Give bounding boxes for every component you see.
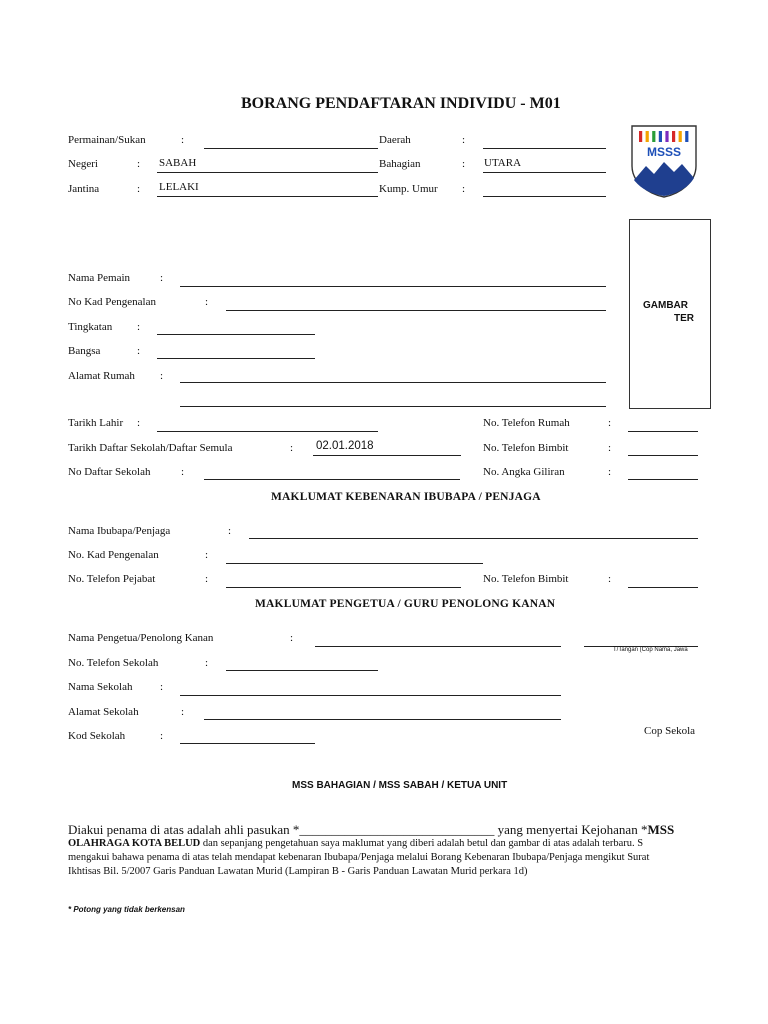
no-daftar-field[interactable] [204, 479, 460, 480]
kump-umur-colon: : [462, 183, 466, 195]
tel-pejabat-colon: : [205, 573, 209, 585]
logo-stripe [646, 131, 649, 142]
photo-label-1: GAMBAR [643, 300, 688, 311]
tarikh-lahir-field[interactable] [157, 431, 378, 432]
no-daftar-colon: : [181, 466, 185, 478]
photo-label-2: TER [674, 313, 694, 324]
negeri-label: Negeri [68, 158, 98, 170]
logo-stripe [672, 131, 675, 142]
jantina-label: Jantina [68, 183, 100, 195]
ibubapa-heading: MAKLUMAT KEBENARAN IBUBAPA / PENJAGA [271, 491, 541, 503]
alamat-rumah-field-1[interactable] [180, 382, 606, 383]
bahagian-field[interactable] [483, 172, 606, 173]
tarikh-daftar-field[interactable] [313, 455, 461, 456]
tel-pejabat-label: No. Telefon Pejabat [68, 573, 156, 585]
declaration-line-2 [68, 838, 643, 849]
kod-sekolah-colon: : [160, 730, 164, 742]
no-daftar-label: No Daftar Sekolah [68, 466, 151, 478]
kad-ibubapa-field[interactable] [226, 563, 483, 564]
msss-logo [630, 122, 698, 198]
tel-rumah-field[interactable] [628, 431, 698, 432]
logo-text: MSSS [646, 145, 682, 159]
tingkatan-field[interactable] [157, 334, 315, 335]
cop-sekolah-label: Cop Sekola [644, 725, 696, 737]
logo-stripe [665, 131, 668, 142]
nama-pengetua-field[interactable] [315, 646, 561, 647]
tarikh-daftar-value: 02.01.2018 [316, 440, 374, 452]
pengetua-heading: MAKLUMAT PENGETUA / GURU PENOLONG KANAN [255, 598, 556, 610]
permainan-colon: : [181, 134, 185, 146]
bahagian-colon: : [462, 158, 466, 170]
tandatangan-label: T/Tangan (Cop Nama, Jawa [613, 647, 688, 653]
logo-stripe [659, 131, 662, 142]
permainan-field[interactable] [204, 148, 378, 149]
bahagian-label: Bahagian [379, 158, 421, 170]
nama-ibubapa-label: Nama Ibubapa/Penjaga [68, 525, 171, 537]
nama-pemain-field[interactable] [180, 286, 606, 287]
kad-pengenalan-field[interactable] [226, 310, 606, 311]
alamat-rumah-label: Alamat Rumah [68, 370, 135, 382]
tarikh-lahir-colon: : [137, 417, 141, 429]
nama-pemain-colon: : [160, 272, 164, 284]
kad-pengenalan-label: No Kad Pengenalan [68, 296, 156, 308]
tel-pejabat-field[interactable] [226, 587, 461, 588]
angka-giliran-colon: : [608, 466, 612, 478]
kump-umur-label: Kump. Umur [379, 183, 438, 195]
kad-ibubapa-colon: : [205, 549, 209, 561]
declaration-line-4: Ikhtisas Bil. 5/2007 Garis Panduan Lawatan Murid (Lampiran B - Garis Panduan Lawatan Murid perkara 1d) [68, 866, 528, 877]
footnote: * Potong yang tidak berkensan [68, 905, 185, 914]
nama-sekolah-field[interactable] [180, 695, 561, 696]
tel-sekolah-label: No. Telefon Sekolah [68, 657, 159, 669]
tingkatan-colon: : [137, 321, 141, 333]
alamat-sekolah-colon: : [181, 706, 185, 718]
angka-giliran-field[interactable] [628, 479, 698, 480]
alamat-sekolah-field[interactable] [204, 719, 561, 720]
jantina-colon: : [137, 183, 141, 195]
declaration-line-1 [68, 822, 674, 838]
photo-box[interactable] [629, 219, 711, 409]
alamat-rumah-field-2[interactable] [180, 406, 606, 407]
nama-pemain-label: Nama Pemain [68, 272, 131, 284]
logo-stripe [685, 131, 688, 142]
tel-rumah-colon: : [608, 417, 612, 429]
logo-stripe [679, 131, 682, 142]
bangsa-colon: : [137, 345, 141, 357]
permainan-label: Permainan/Sukan [68, 134, 146, 146]
tel-bimbit-field[interactable] [628, 455, 698, 456]
tarikh-daftar-colon: : [290, 442, 294, 454]
tel-bimbit-label: No. Telefon Bimbit [483, 442, 569, 454]
nama-sekolah-colon: : [160, 681, 164, 693]
daerah-field[interactable] [483, 148, 606, 149]
negeri-field[interactable] [157, 172, 378, 173]
declaration-line-3: mengakui bahawa penama di atas telah mendapat kebenaran Ibubapa/Penjaga melalui Borang Kebenaran Ibubapa/Penjaga mengikut Surat [68, 852, 650, 863]
kod-sekolah-label: Kod Sekolah [68, 730, 126, 742]
angka-giliran-label: No. Angka Giliran [483, 466, 565, 478]
jantina-value: LELAKI [159, 181, 199, 193]
tel-bimbit-ibubapa-colon: : [608, 573, 612, 585]
mss-heading: MSS BAHAGIAN / MSS SABAH / KETUA UNIT [292, 780, 508, 791]
alamat-rumah-colon: : [160, 370, 164, 382]
nama-ibubapa-field[interactable] [249, 538, 698, 539]
nama-sekolah-label: Nama Sekolah [68, 681, 133, 693]
bangsa-field[interactable] [157, 358, 315, 359]
tel-bimbit-colon: : [608, 442, 612, 454]
tel-sekolah-field[interactable] [226, 670, 378, 671]
tarikh-daftar-label: Tarikh Daftar Sekolah/Daftar Semula [68, 442, 233, 454]
declaration-line-2-text: dan sepanjang pengetahuan saya maklumat yang diberi adalah betul dan gambar di atas adalah terbaru. S [200, 838, 644, 849]
tarikh-lahir-label: Tarikh Lahir [68, 417, 124, 429]
tingkatan-label: Tingkatan [68, 321, 113, 333]
tel-rumah-label: No. Telefon Rumah [483, 417, 570, 429]
kad-ibubapa-label: No. Kad Pengenalan [68, 549, 159, 561]
tel-bimbit-ibubapa-field[interactable] [628, 587, 698, 588]
bangsa-label: Bangsa [68, 345, 101, 357]
alamat-sekolah-label: Alamat Sekolah [68, 706, 139, 718]
kod-sekolah-field[interactable] [180, 743, 315, 744]
daerah-colon: : [462, 134, 466, 146]
logo-stripe [652, 131, 655, 142]
form-title: BORANG PENDAFTARAN INDIVIDU - M01 [241, 95, 561, 112]
nama-ibubapa-colon: : [228, 525, 232, 537]
tel-bimbit-ibubapa-label: No. Telefon Bimbit [483, 573, 569, 585]
jantina-field[interactable] [157, 196, 378, 197]
declaration-line-2-bold: OLAHRAGA KOTA BELUD [68, 838, 201, 849]
negeri-value: SABAH [159, 157, 197, 169]
kad-pengenalan-colon: : [205, 296, 209, 308]
tel-sekolah-colon: : [205, 657, 209, 669]
negeri-colon: : [137, 158, 141, 170]
kump-umur-field[interactable] [483, 196, 606, 197]
bahagian-value: UTARA [484, 157, 522, 169]
declaration-line-1-bold: MSS [647, 822, 675, 837]
nama-pengetua-label: Nama Pengetua/Penolong Kanan [68, 632, 214, 644]
declaration-line-1-text: Diakui penama di atas adalah ahli pasukan *______________________________ yang menyertai Kejohanan * [68, 822, 648, 837]
daerah-label: Daerah [379, 134, 411, 146]
logo-stripe [639, 131, 642, 142]
nama-pengetua-colon: : [290, 632, 294, 644]
